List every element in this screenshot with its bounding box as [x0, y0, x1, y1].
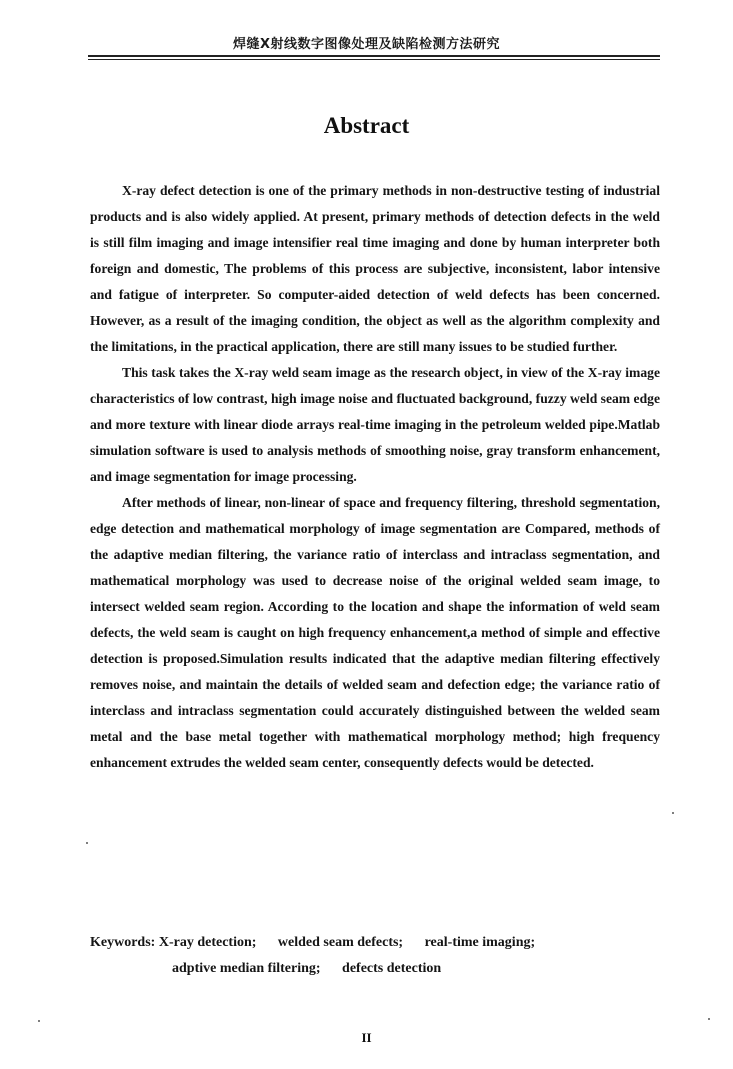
- abstract-title: Abstract: [323, 113, 410, 138]
- abstract-body: [90, 178, 660, 776]
- keywords-block: [90, 930, 660, 982]
- keyword-item: welded seam defects;: [277, 935, 404, 950]
- scan-speck: [86, 842, 88, 844]
- abstract-paragraph-2: This task takes the X-ray weld seam image as the research object, in view of the X-ray image characteristics of low contrast, high image noise and fluctuated background, fuzzy weld seam edge and more texture with linear diode arrays real-time imaging in the petroleum welded pipe.Matlab simulation software is used to analysis methods of smoothing noise, gray transform enhancement, and image segmentation for image processing.: [90, 365, 660, 484]
- abstract-paragraph-1: X-ray defect detection is one of the primary methods in non-destructive testing of industrial products and is also widely applied. At present, primary methods of detection defects in the weld is still film imaging and image intensifier real time imaging and done by human interpreter both foreign and domestic, The problems of this process are subjective, inconsistent, labor intensive and fatigue of interpreter. So computer-aided detection of weld defects has been concerned. However, as a result of the imaging condition, the object as well as the algorithm complexity and the limitations, in the practical application, there are still many issues to be studied further.: [90, 183, 660, 354]
- keywords-label: Keywords:: [90, 935, 156, 950]
- keyword-item: real-time imaging;: [424, 935, 536, 950]
- scan-speck: [708, 1018, 710, 1020]
- running-header: 焊缝X射线数字图像处理及缺陷检测方法研究: [232, 37, 501, 52]
- scan-speck: [38, 1020, 40, 1022]
- keywords-line-2: [90, 956, 660, 982]
- page-number: II: [361, 1030, 372, 1045]
- abstract-paragraph-3: After methods of linear, non-linear of space and frequency filtering, threshold segmentation, edge detection and mathematical morphology of image segmentation are Compared, methods of the adaptive median filtering, the variance ratio of interclass and intraclass segmentation, and mathematical morphology was used to decrease noise of the original welded seam image, to intersect welded seam region. According to the location and shape the information of weld seam defects, the weld seam is caught on high frequency enhancement,a method of simple and effective detection is proposed.Simulation results indicated that the adaptive median filtering effectively removes noise, and maintain the details of welded seam and defection edge; the variance ratio of interclass and intraclass segmentation could accurately distinguished between the welded seam metal and the base metal together with mathematical morphology method; high frequency enhancement extrudes the welded seam center, consequently defects would be detected.: [90, 495, 660, 770]
- scan-speck: [672, 812, 674, 814]
- keywords-line-1: [90, 930, 660, 956]
- header-rule-thin: [88, 59, 660, 60]
- header-rule-thick: [88, 55, 660, 57]
- keyword-item: adptive median filtering;: [172, 961, 321, 976]
- keyword-item: X-ray detection;: [158, 935, 257, 950]
- keyword-item: defects detection: [342, 961, 442, 976]
